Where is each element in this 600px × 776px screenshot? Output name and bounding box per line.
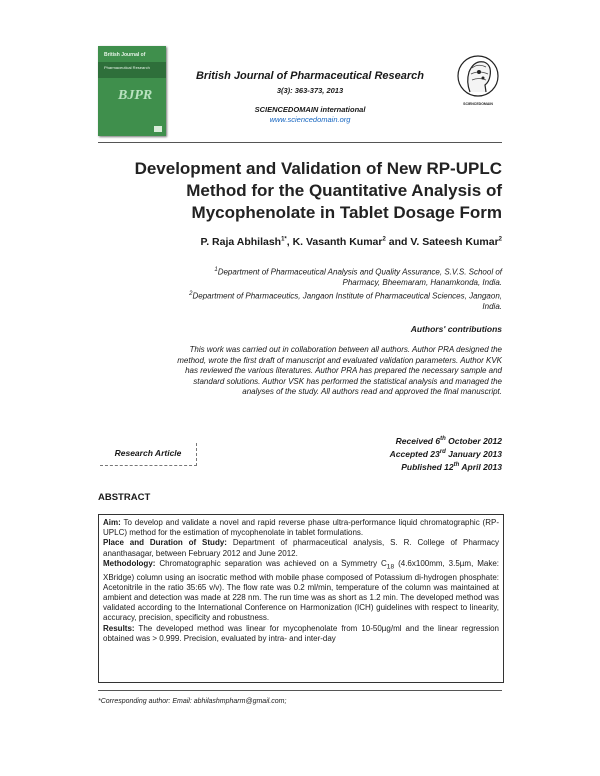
affiliation-2-line-2: India. bbox=[482, 301, 502, 311]
received-sup: th bbox=[440, 436, 446, 442]
abstract-box bbox=[98, 514, 504, 683]
accepted-date bbox=[300, 447, 502, 460]
journal-header bbox=[180, 70, 440, 124]
received-date bbox=[300, 434, 502, 447]
publisher-logo-caption: SCIENCEDOMAIN bbox=[463, 102, 493, 106]
affiliation-1-marker: 1 bbox=[214, 267, 218, 273]
contributions-text bbox=[98, 345, 502, 398]
affiliation-1-line-1 bbox=[98, 265, 502, 278]
published-text: Published 12 bbox=[401, 461, 454, 472]
cover-title-line2: Pharmaceutical Research bbox=[104, 65, 150, 70]
author-3-affil: 2 bbox=[498, 236, 502, 243]
cover-title-line1: British Journal of bbox=[104, 52, 146, 58]
results-text: The developed method was linear for mycophenolate from 10-50µg/ml and the linear regression obtained was > 0.999. Precision, evaluated by intra- and inter-day bbox=[103, 623, 499, 643]
contributions-heading: Authors' contributions bbox=[410, 324, 502, 334]
footnote-divider bbox=[98, 690, 502, 691]
affiliation-2-line-1 bbox=[98, 289, 502, 302]
contrib-line: This work was carried out in collaboration between all authors. Author PRA designed the bbox=[189, 345, 502, 354]
methodology-subscript: 18 bbox=[386, 563, 395, 571]
publication-dates bbox=[300, 434, 502, 472]
abstract-heading: ABSTRACT bbox=[98, 492, 151, 503]
author-1-affil: 1* bbox=[281, 236, 287, 243]
affiliation-2-text: Department of Pharmaceutics, Jangaon Institute of Pharmaceutical Sciences, Jangaon, bbox=[192, 291, 502, 301]
journal-cover-image bbox=[98, 46, 166, 136]
affiliations bbox=[98, 265, 502, 312]
accepted-text: Accepted 23 bbox=[389, 448, 440, 459]
cover-logo: BJPR bbox=[118, 88, 153, 103]
place-label: Place and Duration of Study: bbox=[103, 538, 227, 548]
author-2: K. Vasanth Kumar bbox=[292, 236, 383, 248]
author-separator: , bbox=[286, 236, 293, 248]
accepted-sup: rd bbox=[439, 448, 446, 455]
published-date bbox=[300, 460, 502, 473]
affiliation-1-text: Department of Pharmaceutical Analysis and Quality Assurance, S.V.S. School of bbox=[217, 267, 502, 277]
methodology-label: Methodology: bbox=[103, 558, 156, 568]
journal-volume: 3(3): 363-373, 2013 bbox=[276, 86, 344, 95]
aim-text: To develop and validate a novel and rapid reverse phase ultra-performance liquid chromatographic (RP-UPLC) method for the estimation of mycophenolate in tablet formulations. bbox=[103, 518, 499, 538]
contrib-line: method, wrote the first draft of manuscript and evaluated validation parameters. Author KVK bbox=[177, 355, 502, 365]
abstract-place bbox=[103, 538, 499, 558]
author-3: V. Sateesh Kumar bbox=[410, 236, 499, 248]
author-2-affil: 2 bbox=[382, 236, 386, 243]
header-divider bbox=[98, 142, 502, 143]
head-profile-icon bbox=[454, 52, 502, 102]
place-text: Department of pharmaceutical analysis, S. R. College of Pharmacy ananthasagar, between February 2012 and June 2012. bbox=[103, 538, 500, 558]
corresponding-author-footnote: *Corresponding author: Email: abhilashmpharm@gmail.com; bbox=[98, 698, 287, 705]
affiliation-1-line-2: Pharmacy, Bheemaram, Hanamkonda, India. bbox=[342, 278, 502, 288]
accepted-month: January 2013 bbox=[445, 448, 502, 459]
affiliation-2-marker: 2 bbox=[189, 290, 193, 297]
author-separator: and bbox=[385, 236, 411, 248]
publisher-url-link[interactable]: www.sciencedomain.org bbox=[269, 115, 351, 124]
cover-corner-mark bbox=[154, 126, 162, 132]
methodology-text-2: (4.6x100mm, 3.5µm, Make: XBridge) column using an isocratic method with mobile phase composed of Potassium di-hydrogen phosphate: Acetonitrile in the ratio 35:65 v/v). The flow rate was 0.2 ml/min, temperature of the column was maintained at ambient and detection was made at 228 nm. The run time was as short as 1.2 min. The developed method was validated according to the International Conference on Harmonization (ICH) guidelines with respect to linearity, accuracy, precision, specificity and robustness. bbox=[103, 558, 499, 623]
publisher-logo bbox=[454, 52, 502, 110]
received-text: Received 6 bbox=[395, 435, 441, 446]
author-1: P. Raja Abhilash bbox=[200, 236, 282, 248]
title-line-1: Development and Validation of New RP-UPLC bbox=[134, 159, 502, 178]
contrib-line: has reviewed the various literatures. Author PRA has prepared the necessary sample and bbox=[185, 366, 502, 375]
publisher-name: SCIENCEDOMAIN international bbox=[254, 105, 366, 114]
published-sup: th bbox=[453, 461, 460, 468]
title-line-3: Mycophenolate in Tablet Dosage Form bbox=[191, 203, 502, 222]
received-month: October 2012 bbox=[445, 435, 502, 446]
journal-name: British Journal of Pharmaceutical Research bbox=[195, 70, 425, 82]
article-type-badge: Research Article bbox=[100, 443, 197, 466]
methodology-text-1: Chromatographic separation was achieved on a Symmetry C bbox=[155, 558, 387, 568]
contrib-line: standard solutions. Author VSK has performed the statistical analysis and managed the bbox=[193, 376, 502, 386]
title-line-2: Method for the Quantitative Analysis of bbox=[186, 181, 502, 200]
author-list bbox=[98, 236, 502, 248]
abstract-methodology bbox=[103, 559, 499, 624]
results-label: Results: bbox=[103, 623, 135, 633]
paper-title bbox=[98, 158, 502, 224]
abstract-aim bbox=[103, 518, 499, 538]
contrib-line: analyses of the study. All authors read and approved the final manuscript. bbox=[242, 387, 502, 396]
aim-label: Aim: bbox=[103, 518, 121, 527]
abstract-results bbox=[103, 624, 499, 644]
published-month: April 2013 bbox=[459, 461, 502, 472]
